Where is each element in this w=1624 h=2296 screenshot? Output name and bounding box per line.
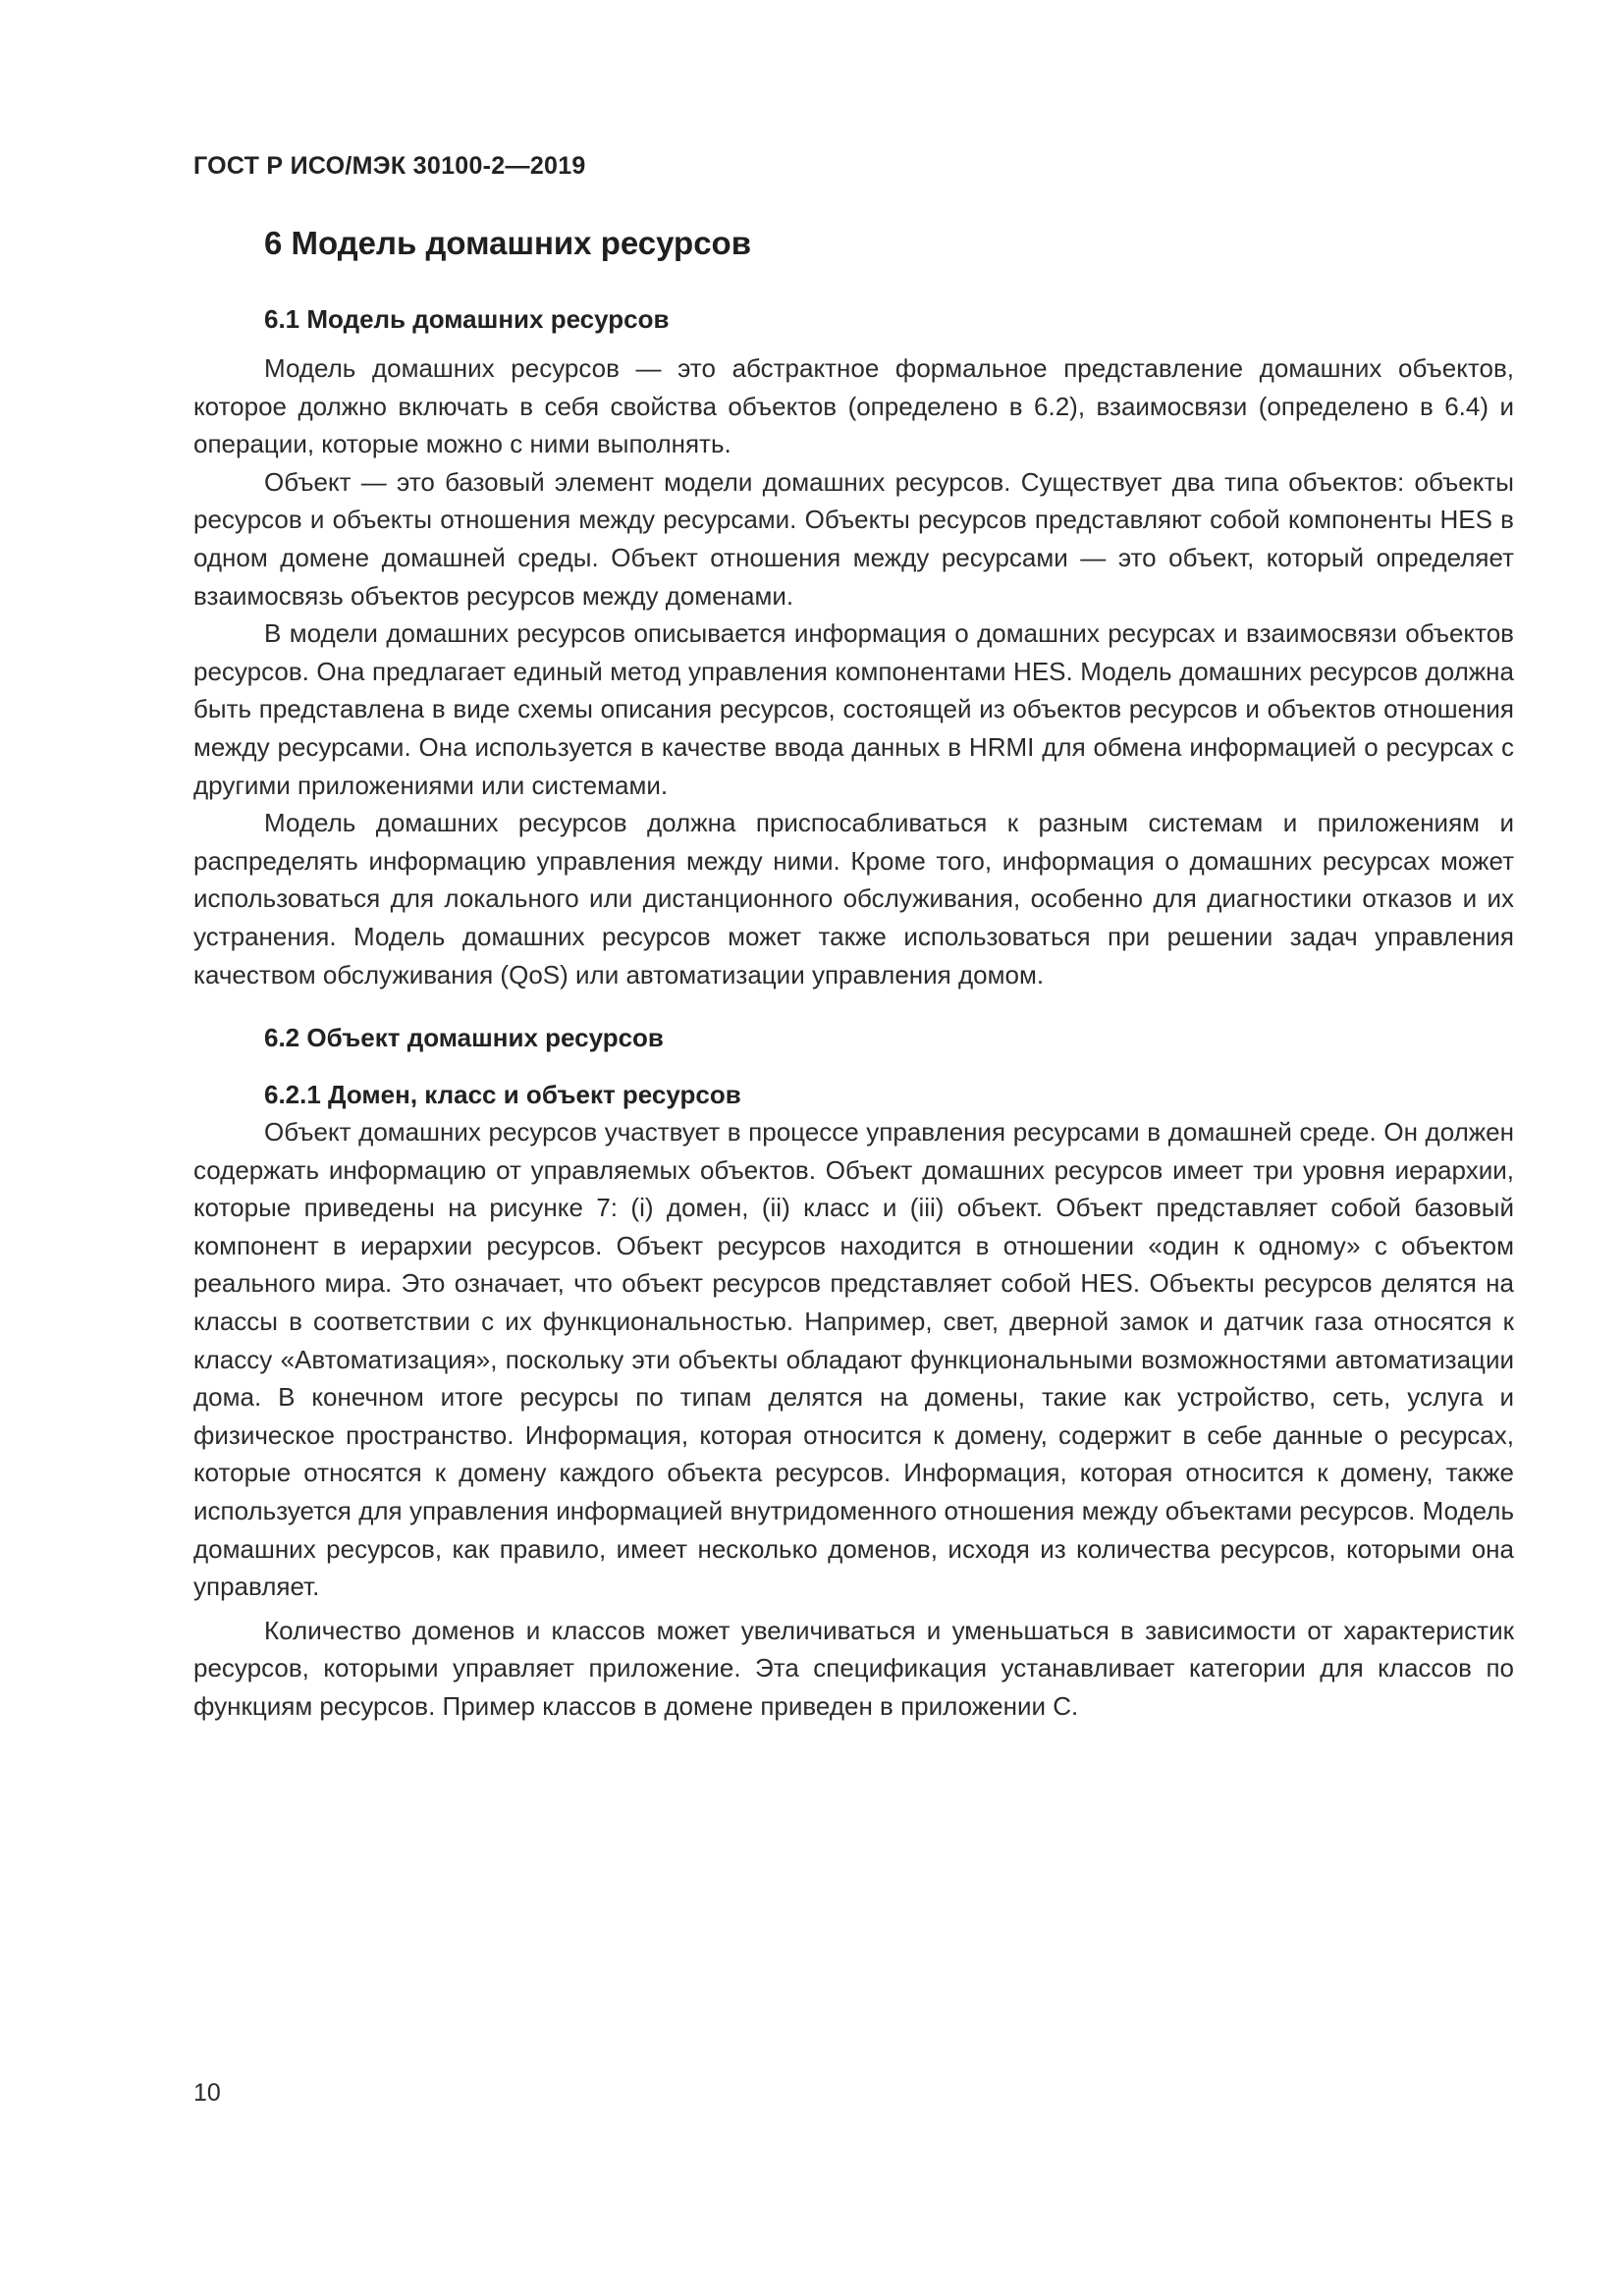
paragraph: Модель домашних ресурсов — это абстрактное формальное представление домашних объектов, которое должно включать в себя свойства объектов (определено в 6.2), взаимосвязи (определено в 6.4) и операции, которые можно с ними выполнять.	[193, 353, 1514, 459]
paragraph: В модели домашних ресурсов описывается информация о домашних ресурсах и взаимосвязи объектов ресурсов. Она предлагает единый метод управления компонентами HES. Модель домашних ресурсов должна быть представлена в виде схемы описания ресурсов, состоящей из объектов ресурсов и объектов отношения между ресурсами. Она используется в качестве ввода данных в HRMI для обмена информацией о ресурсах с другими приложениями или системами.	[193, 618, 1514, 800]
paragraph: Объект — это базовый элемент модели домашних ресурсов. Существует два типа объектов: объекты ресурсов и объекты отношения между ресурсами. Объекты ресурсов представляют собой компоненты HES в одном домене домашней среды. Объект отношения между ресурсами — это объект, который определяет взаимосвязь объектов ресурсов между доменами.	[193, 466, 1514, 611]
section-6-2-heading: 6.2 Объект домашних ресурсов	[264, 1023, 664, 1053]
section-6-heading: 6 Модель домашних ресурсов	[264, 225, 751, 261]
document-code-header: ГОСТ Р ИСО/МЭК 30100-2—2019	[193, 152, 586, 180]
paragraph: Объект домашних ресурсов участвует в процессе управления ресурсами в домашней среде. Он должен содержать информацию от управляемых объектов. Объект домашних ресурсов имеет три уровня иерархии, которые приведены на рисунке 7: (i) домен, (ii) класс и (iii) объект. Объект представляет собой базовый компонент в иерархии ресурсов. Объект ресурсов находится в отношении «один к одному» с объектом реального мира. Это означает, что объект ресурсов представляет собой HES. Объекты ресурсов делятся на классы в соответствии с их функциональностью. Например, свет, дверной замок и датчик газа относятся к классу «Автоматизация», поскольку эти объекты обладают функциональными возможностями автоматизации дома. В конечном итоге ресурсы по типам делятся на домены, такие как устройство, сеть, услуга и физическое пространство. Информация, которая относится к домену, содержит в себе данные о ресурсах, которые относятся к домену каждого объекта ресурсов. Информация, которая относится к домену, также используется для управления информацией внутридоменного отношения между объектами ресурсов. Модель домашних ресурсов, как правило, имеет несколько доменов, исходя из количества ресурсов, которыми она управляет.	[193, 1117, 1514, 1602]
section-6-2-1-heading: 6.2.1 Домен, класс и объект ресурсов	[264, 1080, 741, 1110]
paragraph: Модель домашних ресурсов должна приспосабливаться к разным системам и приложениям и распределять информацию управления между ними. Кроме того, информация о домашних ресурсах может использоваться для локального или дистанционного обслуживания, особенно для диагностики отказов и их устранения. Модель домашних ресурсов может также использоваться при решении задач управления качеством обслуживания (QoS) или автоматизации управления домом.	[193, 808, 1514, 989]
section-6-1-heading: 6.1 Модель домашних ресурсов	[264, 304, 670, 334]
page-content	[193, 224, 1514, 1726]
page-number: 10	[193, 2079, 221, 2107]
paragraph: Количество доменов и классов может увеличиваться и уменьшаться в зависимости от характеристик ресурсов, которыми управляет приложение. Эта спецификация устанавливает категории для классов по функциям ресурсов. Пример классов в домене приведен в приложении С.	[193, 1615, 1514, 1721]
